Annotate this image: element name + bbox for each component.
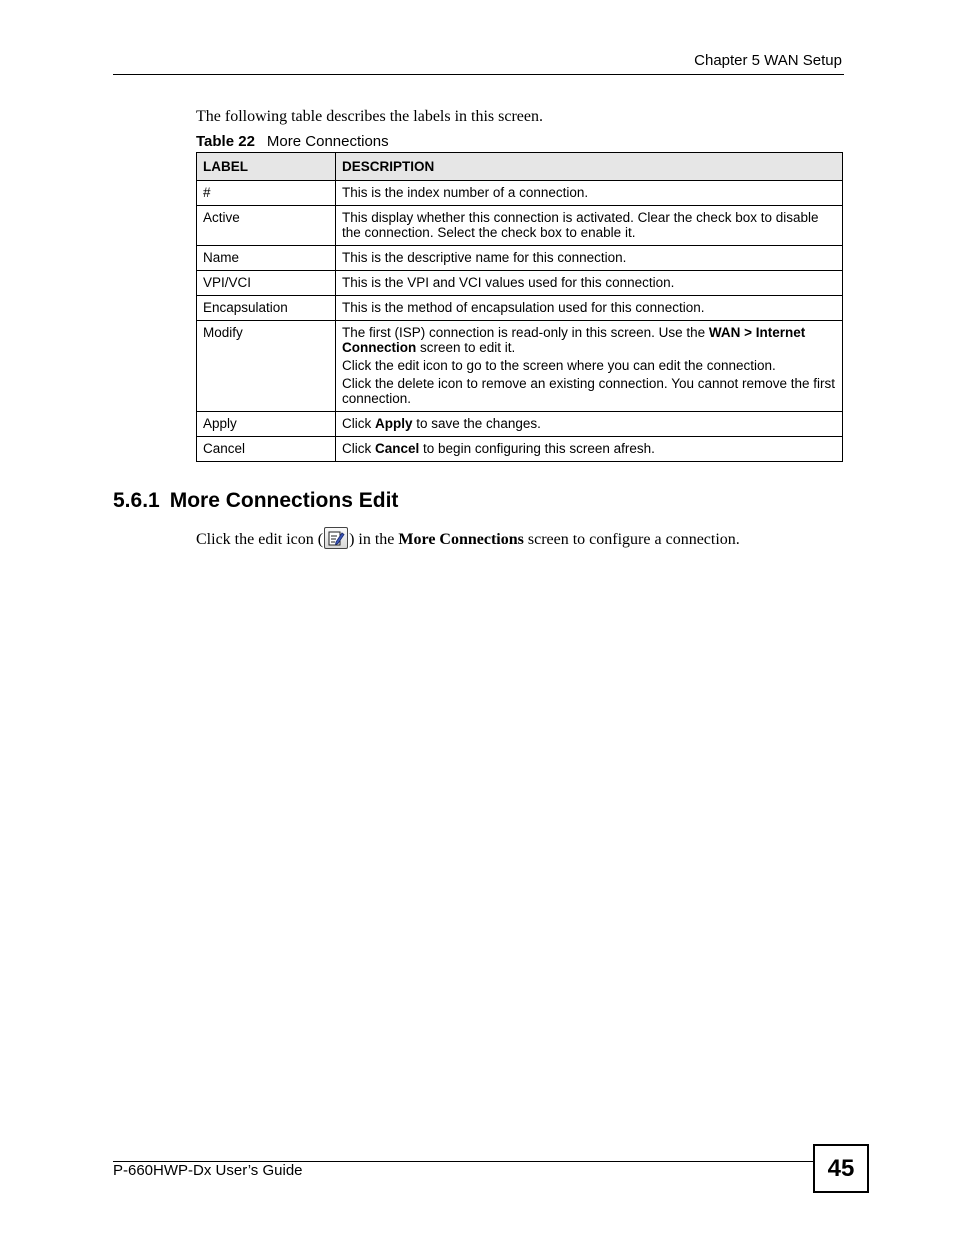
table-caption — [196, 133, 389, 150]
more-connections-table — [196, 152, 843, 462]
description-paragraph — [342, 358, 836, 373]
row-description — [336, 321, 843, 412]
row-label: Modify — [197, 321, 336, 412]
row-description — [336, 412, 843, 437]
row-label: VPI/VCI — [197, 271, 336, 296]
description-fragment: to begin configuring this screen afresh. — [419, 441, 655, 456]
table-row — [197, 271, 843, 296]
body-text-bold: More Connections — [398, 531, 524, 548]
description-fragment: Apply — [375, 416, 413, 431]
section-title: More Connections Edit — [169, 489, 399, 512]
table-row — [197, 246, 843, 271]
row-description — [336, 246, 843, 271]
description-paragraph — [342, 376, 836, 406]
table-caption-title: More Connections — [266, 133, 389, 150]
description-fragment: Cancel — [375, 441, 420, 456]
body-text-start: Click the edit icon ( — [196, 531, 324, 548]
row-description — [336, 181, 843, 206]
row-description — [336, 437, 843, 462]
body-text-after-icon: ) in the — [349, 531, 399, 548]
edit-icon — [324, 527, 348, 549]
row-label: # — [197, 181, 336, 206]
section-heading — [113, 489, 398, 513]
row-label: Apply — [197, 412, 336, 437]
row-label: Cancel — [197, 437, 336, 462]
row-description — [336, 271, 843, 296]
description-paragraph: This is the VPI and VCI values used for this connection. — [342, 275, 675, 290]
guide-title: P-660HWP-Dx User’s Guide — [113, 1162, 303, 1179]
description-fragment: WAN > Internet Connection — [342, 325, 806, 355]
header-label: LABEL — [197, 153, 336, 181]
description-paragraph: This is the method of encapsulation used for this connection. — [342, 300, 705, 315]
header-description: DESCRIPTION — [336, 153, 843, 181]
section-number: 5.6.1 — [113, 489, 160, 512]
description-fragment: Click — [342, 441, 375, 456]
description-fragment: Click the edit icon to go to the screen where you can edit the connection. — [342, 358, 776, 373]
description-paragraph — [342, 325, 836, 355]
page-number: 45 — [813, 1144, 869, 1193]
intro-text: The following table describes the labels in this screen. — [196, 108, 544, 125]
row-description — [336, 296, 843, 321]
description-fragment: Click the delete icon to remove an existing connection. You cannot remove the first connection. — [342, 376, 836, 406]
chapter-title: Chapter 5 WAN Setup — [694, 52, 842, 69]
table-row — [197, 206, 843, 246]
description-paragraph: This display whether this connection is activated. Clear the check box to disable the connection. Select the check box to enable it. — [342, 210, 819, 240]
table-row — [197, 181, 843, 206]
table-row — [197, 321, 843, 412]
description-fragment: screen to edit it. — [416, 340, 516, 355]
description-paragraph — [342, 416, 836, 431]
table-caption-label: Table 22 — [196, 133, 255, 150]
body-text-end: screen to configure a connection. — [523, 531, 740, 548]
description-paragraph: This is the descriptive name for this connection. — [342, 250, 627, 265]
table-header-row — [197, 153, 843, 181]
row-label: Name — [197, 246, 336, 271]
description-paragraph: This is the index number of a connection. — [342, 185, 589, 200]
table-row — [197, 412, 843, 437]
row-label: Active — [197, 206, 336, 246]
row-description — [336, 206, 843, 246]
description-paragraph — [342, 441, 836, 456]
description-fragment: The first (ISP) connection is read-only in this screen. Use the — [342, 325, 709, 340]
header-rule — [113, 74, 844, 75]
section-body — [196, 527, 740, 552]
table-row — [197, 437, 843, 462]
row-label: Encapsulation — [197, 296, 336, 321]
description-fragment: Click — [342, 416, 375, 431]
table-row — [197, 296, 843, 321]
table-body — [197, 181, 843, 462]
description-fragment: to save the changes. — [412, 416, 541, 431]
